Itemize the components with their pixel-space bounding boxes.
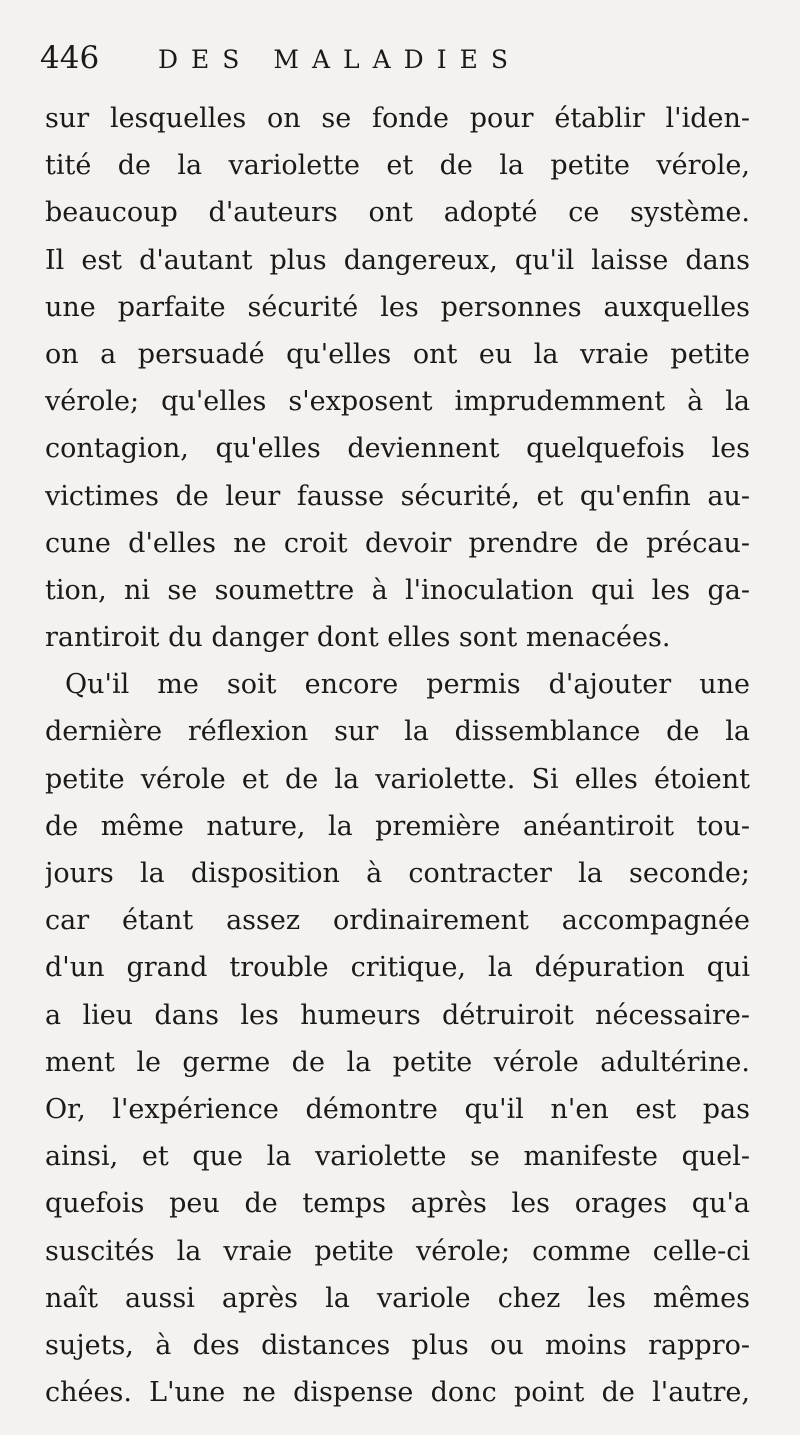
text-line: Il est d'autant plus dangereux, qu'il laisse dans: [45, 244, 750, 276]
text-line: de même nature, la première anéantiroit tou-: [45, 810, 750, 842]
text-line: ainsi, et que la variolette se manifeste quel-: [45, 1141, 750, 1173]
text-line: vérole; qu'elles s'exposent imprudemment à la: [45, 386, 750, 418]
text-line: Qu'il me soit encore permis d'ajouter une: [65, 669, 750, 701]
text-line: a lieu dans les humeurs détruiroit nécessaire-: [45, 999, 750, 1031]
text-line: petite vérole et de la variolette. Si elles étoient: [45, 763, 750, 795]
running-head-title: DES MALADIES: [158, 45, 521, 74]
text-line: une parfaite sécurité les personnes auxquelles: [45, 291, 750, 323]
text-line: cune d'elles ne croit devoir prendre de précau-: [45, 527, 750, 559]
text-line: suscités la vraie petite vérole; comme celle-ci: [45, 1235, 750, 1267]
text-line: naît aussi après la variole chez les mêmes: [45, 1282, 750, 1314]
text-line: chées. L'une ne dispense donc point de l'autre,: [45, 1377, 750, 1409]
text-line: jours la disposition à contracter la seconde;: [45, 858, 750, 889]
text-line: on a persuadé qu'elles ont eu la vraie petite: [45, 338, 750, 370]
text-line: tion, ni se soumettre à l'inoculation qui les ga-: [45, 574, 750, 606]
text-line: beaucoup d'auteurs ont adopté ce système.: [45, 197, 750, 229]
text-line: tité de la variolette et de la petite vérole,: [45, 150, 750, 182]
text-line: car étant assez ordinairement accompagnée: [45, 905, 750, 937]
text-line: sur lesquelles on se fonde pour établir l'iden-: [45, 103, 750, 134]
text-line: contagion, qu'elles deviennent quelquefois les: [45, 433, 750, 465]
text-line: Or, l'expérience démontre qu'il n'en est pas: [45, 1093, 750, 1125]
text-line: victimes de leur fausse sécurité, et qu'enfin au-: [45, 480, 750, 512]
running-head: [40, 40, 760, 80]
text-line: dernière réflexion sur la dissemblance de la: [45, 716, 750, 748]
page-number: 446: [40, 40, 100, 76]
text-line: sujets, à des distances plus ou moins rappro-: [45, 1329, 750, 1361]
text-line: rantiroit du danger dont elles sont menacées.: [45, 622, 671, 654]
text-line: quefois peu de temps après les orages qu'a: [45, 1188, 750, 1220]
text-line: ment le germe de la petite vérole adultérine.: [45, 1046, 750, 1078]
body-text: [45, 95, 750, 1416]
text-line: d'un grand trouble critique, la dépuration qui: [45, 952, 750, 984]
